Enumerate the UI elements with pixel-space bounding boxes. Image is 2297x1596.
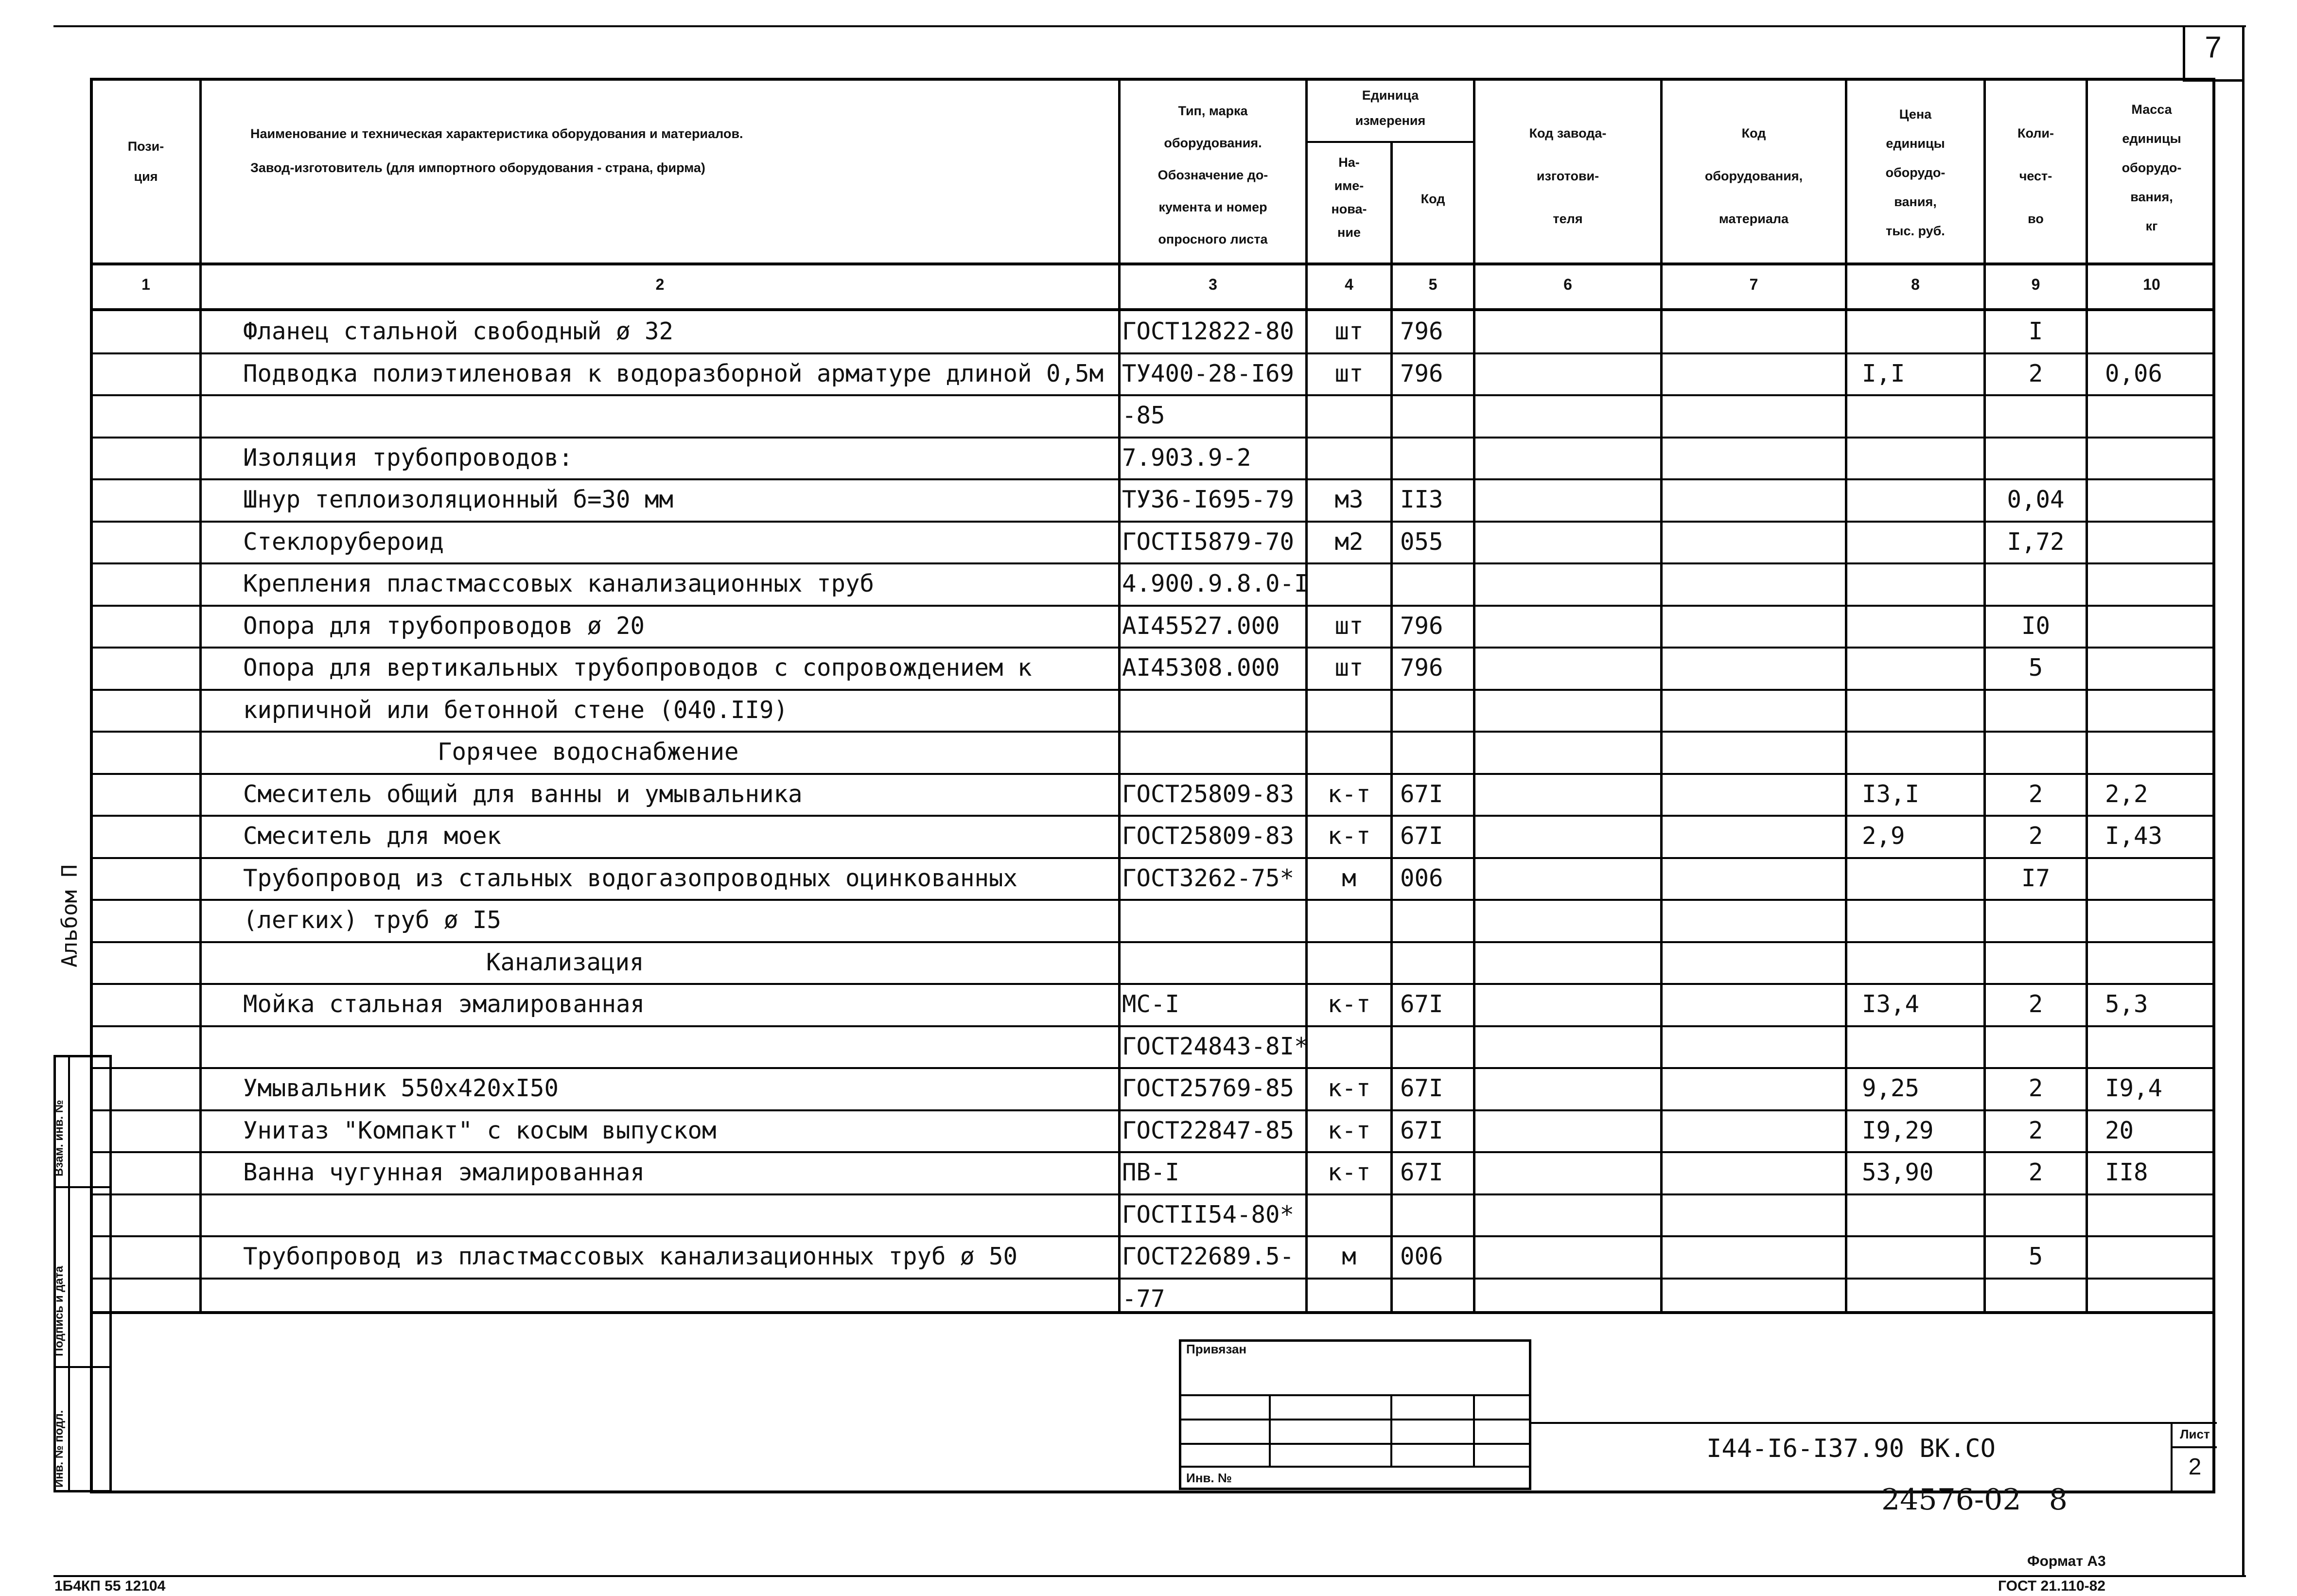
row-line bbox=[90, 815, 2215, 817]
cell-unit: м bbox=[1342, 864, 1356, 892]
cell-mass: I,43 bbox=[2105, 822, 2163, 850]
cell-qty: I bbox=[2028, 317, 2043, 345]
cell-unit: м3 bbox=[1334, 486, 1364, 513]
cell-type: ГОСТ22847-85 bbox=[1122, 1116, 1295, 1144]
cell-type: ПВ-I bbox=[1122, 1158, 1180, 1186]
cell-price: 53,90 bbox=[1862, 1158, 1934, 1186]
cell-unit: к-т bbox=[1327, 780, 1371, 808]
cell-unit: к-т bbox=[1327, 990, 1371, 1018]
col-divider-4 bbox=[1390, 141, 1393, 1313]
album-label: Альбом П bbox=[57, 864, 82, 967]
cell-qty: 2 bbox=[2028, 359, 2043, 387]
row-line bbox=[90, 1025, 2215, 1027]
right-border-line bbox=[2242, 25, 2244, 1576]
cell-price: I9,29 bbox=[1862, 1116, 1934, 1144]
cell-qty: 2 bbox=[2028, 1074, 2043, 1102]
cell-type: ГОСТ25769-85 bbox=[1122, 1074, 1295, 1102]
cell-name: (легких) труб ø I5 bbox=[243, 906, 502, 934]
cell-code: 67I bbox=[1400, 1158, 1443, 1186]
cell-name: Подводка полиэтиленовая к водоразборной арматуре длиной 0,5м bbox=[243, 359, 1104, 387]
row-line bbox=[90, 647, 2215, 649]
header-type: Тип, марка оборудования. Обозначение до- кумента и номер опросного листа bbox=[1157, 104, 1268, 246]
cell-qty: 5 bbox=[2028, 654, 2043, 682]
cell-name: Ванна чугунная эмалированная bbox=[243, 1158, 645, 1186]
row-line bbox=[90, 983, 2215, 985]
header-unit-code: Код bbox=[1420, 192, 1445, 206]
cell-name: Горячее водоснабжение bbox=[438, 738, 739, 766]
cell-name: Канализация bbox=[486, 948, 644, 976]
margin-strip-h2 bbox=[53, 1366, 112, 1368]
row-line bbox=[90, 437, 2215, 438]
cell-price: I,I bbox=[1862, 359, 1905, 387]
margin-label-original: Инв. № подл. bbox=[53, 1410, 66, 1488]
cell-type: МС-I bbox=[1122, 990, 1180, 1018]
stamp-inv-no: Инв. № bbox=[1186, 1471, 1232, 1485]
row-line bbox=[90, 731, 2215, 733]
cell-mass: 0,06 bbox=[2105, 359, 2163, 387]
cell-code: 67I bbox=[1400, 990, 1443, 1018]
colnum-5: 5 bbox=[1428, 276, 1438, 293]
cell-unit: м2 bbox=[1334, 527, 1364, 556]
cell-price: 9,25 bbox=[1862, 1074, 1920, 1102]
cell-type: ГОСТ25809-83 bbox=[1122, 780, 1295, 808]
margin-label-replacement: Взам. инв. № bbox=[53, 1100, 66, 1176]
cell-type: 4.900.9.8.0-I bbox=[1122, 570, 1309, 597]
row-line bbox=[90, 1109, 2215, 1111]
cell-type: -85 bbox=[1122, 402, 1165, 429]
sheet-box-left-line bbox=[2171, 1422, 2173, 1492]
cell-name: Изоляция трубопроводов: bbox=[243, 443, 573, 472]
row-line bbox=[90, 857, 2215, 859]
cell-name: Умывальник 550х420хI50 bbox=[243, 1074, 559, 1102]
margin-strip-h1 bbox=[53, 1186, 112, 1188]
unit-group-line bbox=[1305, 141, 1473, 143]
colnum-10: 10 bbox=[2143, 276, 2160, 293]
col-divider-7 bbox=[1845, 78, 1847, 1313]
cell-type: ТУ400-28-I69 bbox=[1122, 359, 1295, 387]
cell-type: АI45308.000 bbox=[1122, 654, 1280, 682]
colnum-2: 2 bbox=[655, 276, 665, 293]
cell-qty: 2 bbox=[2028, 1116, 2043, 1144]
cell-type: АI45527.000 bbox=[1122, 612, 1280, 640]
row-line bbox=[90, 562, 2215, 564]
cell-mass: 20 bbox=[2105, 1116, 2134, 1144]
cell-type: ГОСТ3262-75* bbox=[1122, 864, 1295, 892]
top-border-line bbox=[53, 25, 2246, 27]
cell-unit: шт bbox=[1334, 612, 1364, 640]
cell-qty: 2 bbox=[2028, 990, 2043, 1018]
cell-type: ГОСТ12822-80 bbox=[1122, 317, 1295, 345]
cell-type: ГОСТ25809-83 bbox=[1122, 822, 1295, 850]
colnum-6: 6 bbox=[1563, 276, 1572, 293]
row-line bbox=[90, 1193, 2215, 1195]
cell-code: 006 bbox=[1400, 864, 1443, 892]
stamp-line-1 bbox=[1179, 1394, 1531, 1396]
header-unit-group: Единица измерения bbox=[1355, 88, 1426, 128]
cell-unit: шт bbox=[1334, 359, 1364, 387]
row-line bbox=[90, 689, 2215, 691]
stamp-vline-2 bbox=[1390, 1394, 1392, 1467]
stamp-line-4 bbox=[1179, 1466, 1531, 1468]
cell-unit: м bbox=[1342, 1243, 1356, 1270]
margin-strip-divider bbox=[68, 1055, 70, 1492]
col-divider-6 bbox=[1660, 78, 1663, 1313]
cell-mass: 2,2 bbox=[2105, 780, 2148, 808]
colnum-8: 8 bbox=[1911, 276, 1920, 293]
sheet-box-mid-line bbox=[2171, 1446, 2217, 1448]
cell-type: ГОСТI5879-70 bbox=[1122, 527, 1295, 556]
cell-name: Трубопровод из пластмассовых канализационных труб ø 50 bbox=[243, 1243, 1018, 1270]
col-divider-5 bbox=[1473, 78, 1475, 1313]
cell-code: II3 bbox=[1400, 486, 1443, 513]
colnum-1: 1 bbox=[141, 276, 150, 293]
cell-code: 67I bbox=[1400, 1074, 1443, 1102]
row-line bbox=[90, 899, 2215, 901]
cell-code: 006 bbox=[1400, 1243, 1443, 1270]
cell-type: 7.903.9-2 bbox=[1122, 443, 1251, 472]
cell-type: -77 bbox=[1122, 1284, 1165, 1313]
header-price: Цена единицы оборудо- вания, тыс. руб. bbox=[1885, 107, 1946, 238]
colnum-9: 9 bbox=[2031, 276, 2040, 293]
cell-name: кирпичной или бетонной стене (040.II9) bbox=[243, 696, 789, 724]
format-label: Формат А3 bbox=[2027, 1553, 2106, 1569]
cell-code: 796 bbox=[1400, 359, 1443, 387]
stamp-vline-3 bbox=[1473, 1394, 1475, 1467]
row-line bbox=[90, 1278, 2215, 1280]
document-designation: I44-I6-I37.90 ВК.СО bbox=[1706, 1434, 1996, 1463]
cell-qty: 2 bbox=[2028, 822, 2043, 850]
header-mass: Масса единицы оборудо- вания, кг bbox=[2122, 102, 2182, 233]
cell-type: ТУ36-I695-79 bbox=[1122, 486, 1295, 513]
cell-name: Трубопровод из стальных водогазопроводных оцинкованных bbox=[243, 864, 1018, 892]
cell-price: I3,I bbox=[1862, 780, 1920, 808]
cell-unit: к-т bbox=[1327, 1116, 1371, 1144]
cell-type: ГОСТII54-80* bbox=[1122, 1200, 1295, 1228]
cell-mass: I9,4 bbox=[2105, 1074, 2163, 1102]
cell-qty: 2 bbox=[2028, 1158, 2043, 1186]
cell-code: 67I bbox=[1400, 1116, 1443, 1144]
header-unit-name: На- име- нова- ние bbox=[1331, 155, 1367, 240]
row-line bbox=[90, 478, 2215, 480]
header-name: Наименование и техническая характеристика оборудования и материалов. Завод-изготовитель (для импортного оборудования - страна, фирма) bbox=[250, 126, 743, 175]
row-line bbox=[90, 394, 2215, 396]
col-divider-2 bbox=[1118, 78, 1121, 1313]
colnum-4: 4 bbox=[1345, 276, 1353, 293]
row-line bbox=[90, 352, 2215, 354]
cell-name: Крепления пластмассовых канализационных труб bbox=[243, 570, 875, 597]
footer-left-code: 1Б4КП 55 12104 bbox=[54, 1578, 166, 1594]
header-equipment-code: Код оборудования, материала bbox=[1704, 126, 1803, 226]
stamp-line-3 bbox=[1179, 1443, 1531, 1445]
cell-unit: шт bbox=[1334, 317, 1364, 345]
cell-name: Унитаз "Компакт" с косым выпуском bbox=[243, 1116, 717, 1144]
cell-name: Стеклорубероид bbox=[243, 527, 444, 556]
cell-price: I3,4 bbox=[1862, 990, 1920, 1018]
cell-code: 796 bbox=[1400, 654, 1443, 682]
cell-mass: II8 bbox=[2105, 1158, 2148, 1186]
cell-unit: к-т bbox=[1327, 1074, 1371, 1102]
cell-qty: 2 bbox=[2028, 780, 2043, 808]
cell-name: Мойка стальная эмалированная bbox=[243, 990, 645, 1018]
bottom-border-line bbox=[53, 1575, 2246, 1577]
margin-label-signature: Подпись и дата bbox=[53, 1266, 66, 1356]
row-line bbox=[90, 1151, 2215, 1153]
header-quantity: Коли- чест- во bbox=[2017, 126, 2054, 226]
cell-unit: к-т bbox=[1327, 1158, 1371, 1186]
row-line bbox=[90, 605, 2215, 607]
stamp-line-2 bbox=[1179, 1419, 1531, 1421]
cell-mass: 5,3 bbox=[2105, 990, 2148, 1018]
cell-qty: I,72 bbox=[2007, 527, 2065, 556]
cell-price: 2,9 bbox=[1862, 822, 1905, 850]
sheet-number: 2 bbox=[2188, 1454, 2202, 1480]
cell-unit: шт bbox=[1334, 654, 1364, 682]
row-line bbox=[90, 773, 2215, 775]
colnum-3: 3 bbox=[1209, 276, 1217, 293]
col-divider-9 bbox=[2086, 78, 2088, 1313]
cell-name: Смеситель для моек bbox=[243, 822, 502, 850]
col-divider-1 bbox=[199, 78, 202, 1313]
title-block-top-line bbox=[1531, 1422, 2217, 1424]
sheet-label: Лист bbox=[2180, 1427, 2210, 1441]
cell-code: 796 bbox=[1400, 317, 1443, 345]
cell-name: Шнур теплоизоляционный б=30 мм bbox=[243, 486, 674, 513]
cell-code: 055 bbox=[1400, 527, 1443, 556]
row-line bbox=[90, 521, 2215, 523]
row-line bbox=[90, 1235, 2215, 1237]
stamp-privyazan: Привязан bbox=[1186, 1342, 1247, 1356]
stamp-vline-1 bbox=[1269, 1394, 1271, 1467]
header-position: Пози- ция bbox=[127, 139, 164, 184]
row-line bbox=[90, 941, 2215, 943]
cell-qty: 5 bbox=[2028, 1243, 2043, 1270]
gost-label: ГОСТ 21.110-82 bbox=[1998, 1578, 2105, 1594]
cell-qty: 0,04 bbox=[2007, 486, 2065, 513]
cell-code: 67I bbox=[1400, 780, 1443, 808]
cell-type: ГОСТ22689.5- bbox=[1122, 1243, 1295, 1270]
page-number: 7 bbox=[2205, 31, 2222, 64]
cell-name: Опора для вертикальных трубопроводов с сопровождением к bbox=[243, 654, 1032, 682]
cell-name: Опора для трубопроводов ø 20 bbox=[243, 612, 645, 640]
header-bottom-line bbox=[90, 263, 2215, 265]
cell-unit: к-т bbox=[1327, 822, 1371, 850]
colnum-7: 7 bbox=[1749, 276, 1758, 293]
cell-qty: I0 bbox=[2021, 612, 2050, 640]
cell-code: 796 bbox=[1400, 612, 1443, 640]
colnum-bottom-line bbox=[90, 308, 2215, 311]
row-line bbox=[90, 1067, 2215, 1069]
cell-type: ГОСТ24843-8I* bbox=[1122, 1032, 1309, 1060]
cell-code: 67I bbox=[1400, 822, 1443, 850]
handwritten-archive-number: 24576-02 8 bbox=[1881, 1483, 2068, 1517]
cell-name: Смеситель общий для ванны и умывальника bbox=[243, 780, 803, 808]
header-factory-code: Код завода- изготови- теля bbox=[1529, 126, 1607, 226]
cell-qty: I7 bbox=[2021, 864, 2050, 892]
cell-name: Фланец стальной свободный ø 32 bbox=[243, 317, 674, 345]
